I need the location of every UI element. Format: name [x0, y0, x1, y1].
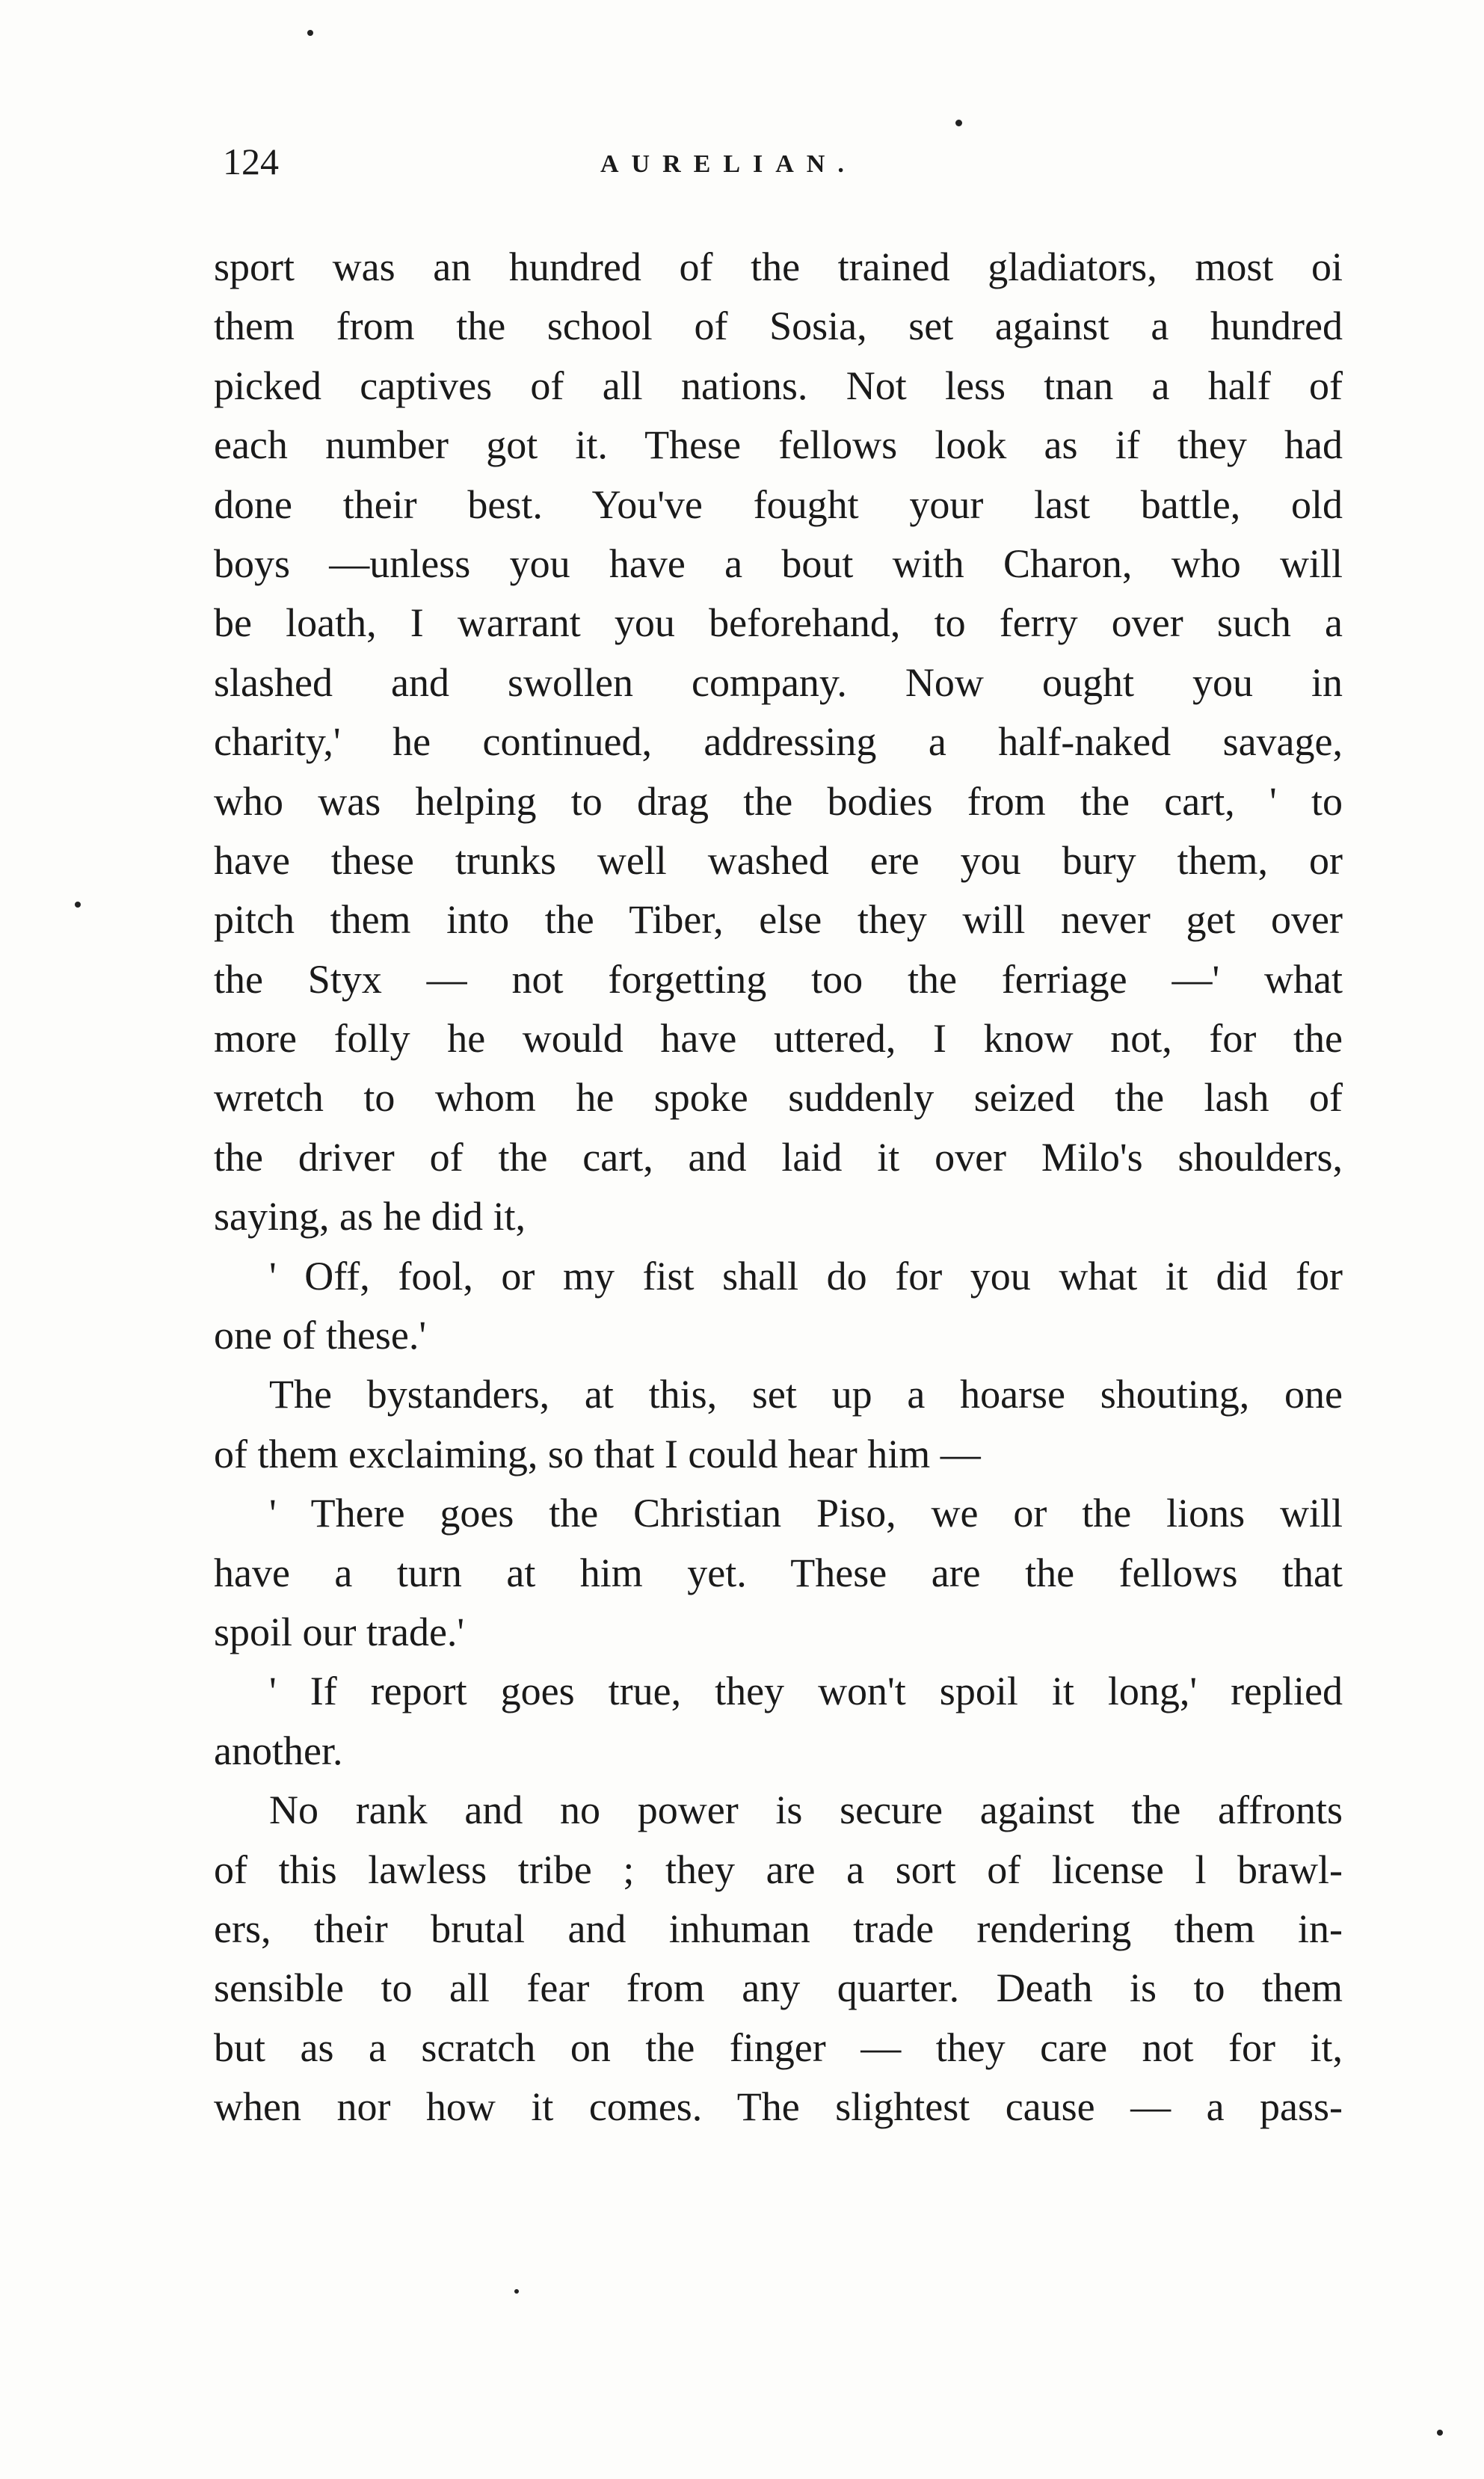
text-line: ers, their brutal and inhuman trade rendering them in- [214, 1906, 1343, 1951]
text-line: slashed and swollen company. Now ought you in [214, 659, 1343, 705]
body-text [214, 238, 1343, 2137]
ink-speck [1437, 2430, 1443, 2436]
text-line: wretch to whom he spoke suddenly seized the lash of [214, 1075, 1343, 1121]
text-line: The bystanders, at this, set up a hoarse shouting, one [269, 1372, 1343, 1417]
text-line: the Styx — not forgetting too the ferriage —' what [214, 956, 1343, 1002]
ink-speck [955, 120, 962, 126]
text-line: of them exclaiming, so that I could hear him — [214, 1431, 981, 1476]
text-line: picked captives of all nations. Not less tnan a half of [214, 363, 1343, 408]
ink-speck [514, 2289, 519, 2294]
text-line: more folly he would have uttered, I know not, for the [214, 1016, 1343, 1062]
text-line: pitch them into the Tiber, else they will never get over [214, 897, 1343, 943]
text-line: sensible to all fear from any quarter. Death is to them [214, 1965, 1343, 2011]
text-line: each number got it. These fellows look as if they had [214, 422, 1343, 468]
text-line: have these trunks well washed ere you bury them, or [214, 837, 1343, 883]
text-line: ' There goes the Christian Piso, we or the lions will [269, 1491, 1343, 1536]
text-line: ' Off, fool, or my fist shall do for you what it did for [269, 1253, 1343, 1299]
ink-speck [75, 902, 81, 908]
page-header [223, 132, 1337, 191]
page-number: 124 [223, 141, 279, 182]
text-line: of this lawless tribe ; they are a sort of license l brawl- [214, 1847, 1343, 1892]
text-line: another. [214, 1728, 343, 1773]
text-line: sport was an hundred of the trained gladiators, most oi [214, 244, 1343, 289]
text-line: one of these.' [214, 1313, 427, 1358]
text-line: spoil our trade.' [214, 1609, 465, 1654]
text-line: have a turn at him yet. These are the fellows that [214, 1550, 1343, 1595]
text-line: them from the school of Sosia, set against a hundred [214, 304, 1343, 349]
text-line: the driver of the cart, and laid it over Milo's shoulders, [214, 1134, 1343, 1180]
text-line: be loath, I warrant you beforehand, to ferry over such a [214, 600, 1343, 646]
text-line: ' If report goes true, they won't spoil it long,' replied [269, 1669, 1343, 1714]
ink-speck [307, 30, 313, 36]
text-line: charity,' he continued, addressing a half-naked savage, [214, 719, 1343, 765]
text-line: saying, as he did it, [214, 1194, 526, 1240]
text-line: but as a scratch on the finger — they care not for it, [214, 2024, 1343, 2070]
text-line: No rank and no power is secure against the affronts [269, 1787, 1343, 1833]
text-line: when nor how it comes. The slightest cause — a pass- [214, 2084, 1343, 2130]
text-line: done their best. You've fought your last battle, old [214, 481, 1343, 527]
running-head: AURELIAN. [600, 150, 857, 178]
text-line: who was helping to drag the bodies from the cart, ' to [214, 778, 1343, 824]
text-line: boys —unless you have a bout with Charon, who will [214, 541, 1343, 586]
